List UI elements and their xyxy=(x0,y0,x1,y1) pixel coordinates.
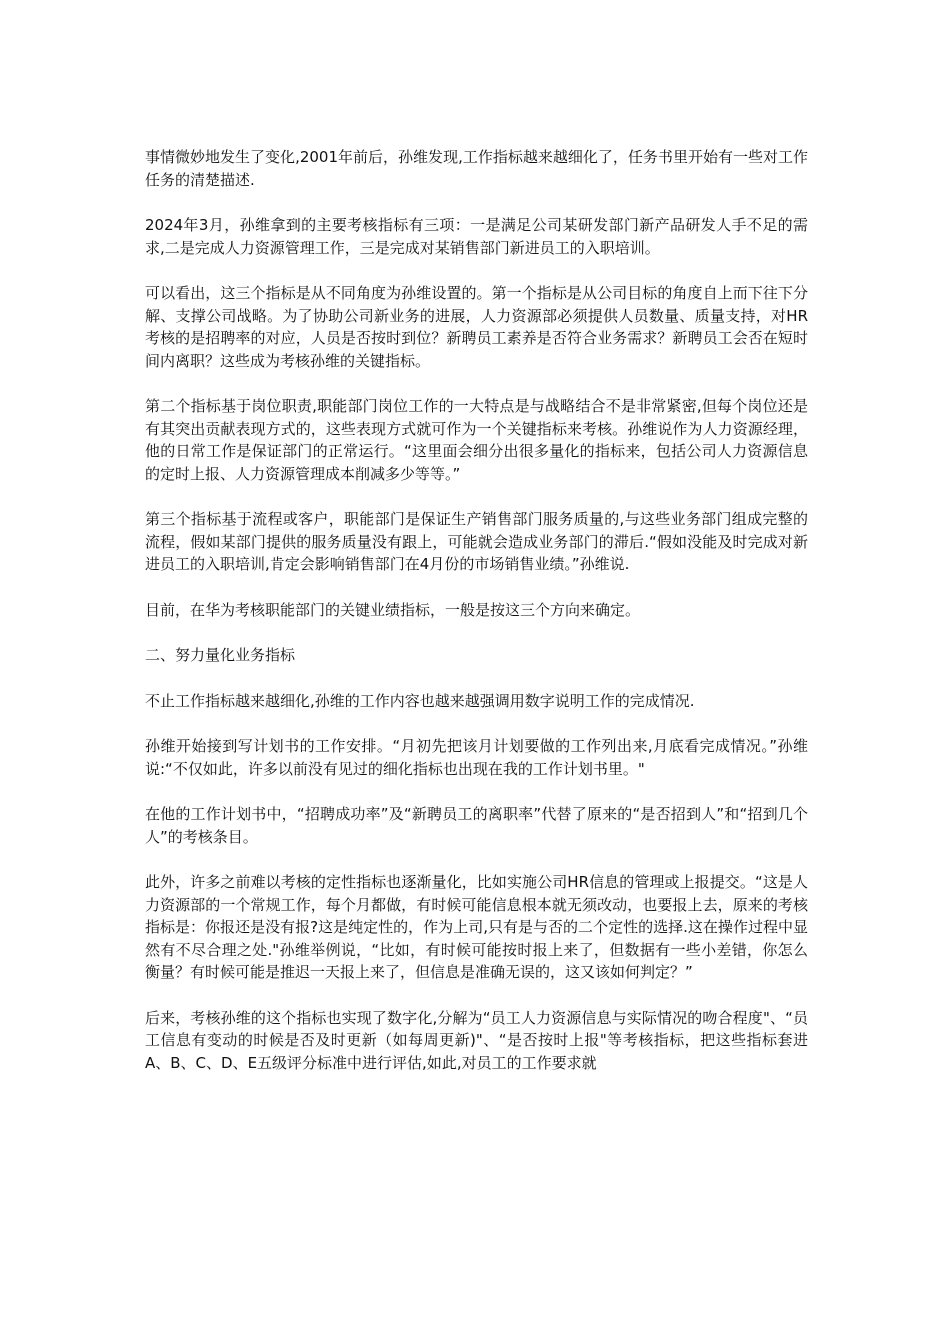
paragraph-4: 第二个指标基于岗位职责,职能部门岗位工作的一大特点是与战略结合不是非常紧密,但每个岗位还是有其突出贡献表现方式的，这些表现方式就可作为一个关键指标来考核。孙维说作为人力资源经理，他的日常工作是保证部门的正常运行。“这里面会细分出很多量化的指标来，包括公司人力资源信息的定时上报、人力资源管理成本削减多少等等。” xyxy=(145,397,808,483)
paragraph-12: 后来，考核孙维的这个指标也实现了数字化,分解为“员工人力资源信息与实际情况的吻合程度"、“员工信息有变动的时候是否及时更新（如每周更新)"、“是否按时上报"等考核指标，把这些指标套进A、B、C、D、E五级评分标准中进行评估,如此,对员工的工作要求就 xyxy=(145,1008,808,1072)
paragraph-9: 孙维开始接到写计划书的工作安排。“月初先把该月计划要做的工作列出来,月底看完成情况。”孙维说:“不仅如此，许多以前没有见过的细化指标也出现在我的工作计划书里。" xyxy=(145,737,808,778)
paragraph-5: 第三个指标基于流程或客户，职能部门是保证生产销售部门服务质量的,与这些业务部门组成完整的流程，假如某部门提供的服务质量没有跟上，可能就会造成业务部门的滞后.“假如没能及时完成对新进员工的入职培训,肯定会影响销售部门在4月份的市场销售业绩。”孙维说. xyxy=(145,510,808,573)
paragraph-6: 目前，在华为考核职能部门的关键业绩指标，一般是按这三个方向来确定。 xyxy=(145,600,641,619)
paragraph-11: 此外，许多之前难以考核的定性指标也逐渐量化，比如实施公司HR信息的管理或上报提交。“这是人力资源部的一个常规工作，每个月都做，有时候可能信息根本就无须改动，也要报上去，原来的考核指标是：你报还是没有报?这是纯定性的，作为上司,只有是与否的二个定性的选择.这在操作过程中显然有不尽合理之处."孙维举例说，“比如，有时候可能按时报上来了，但数据有一些小差错，你怎么衡量？有时候可能是推迟一天报上来了，但信息是准确无误的，这又该如何判定？” xyxy=(145,873,808,981)
section-heading: 二、努力量化业务指标 xyxy=(145,646,296,664)
paragraph-3: 可以看出，这三个指标是从不同角度为孙维设置的。第一个指标是从公司目标的角度自上而下往下分解、支撑公司战略。为了协助公司新业务的进展，人力资源部必须提供人员数量、质量支持，对HR考核的是招聘率的对应，人员是否按时到位？新聘员工素养是否符合业务需求？新聘员工会否在短时间内离职？这些成为考核孙维的关键指标。 xyxy=(145,284,808,370)
paragraph-10: 在他的工作计划书中，“招聘成功率”及“新聘员工的离职率”代替了原来的“是否招到人”和“招到几个人”的考核条目。 xyxy=(145,805,808,846)
paragraph-2: 2024年3月，孙维拿到的主要考核指标有三项：一是满足公司某研发部门新产品研发人手不足的需求,二是完成人力资源管理工作，三是完成对某销售部门新进员工的入职培训。 xyxy=(145,216,808,257)
paragraph-1: 事情微妙地发生了变化,2001年前后，孙维发现,工作指标越来越细化了，任务书里开始有一些对工作任务的清楚描述. xyxy=(145,148,808,189)
document-body xyxy=(145,146,808,1097)
paragraph-8: 不止工作指标越来越细化,孙维的工作内容也越来越强调用数字说明工作的完成情况. xyxy=(145,691,695,710)
